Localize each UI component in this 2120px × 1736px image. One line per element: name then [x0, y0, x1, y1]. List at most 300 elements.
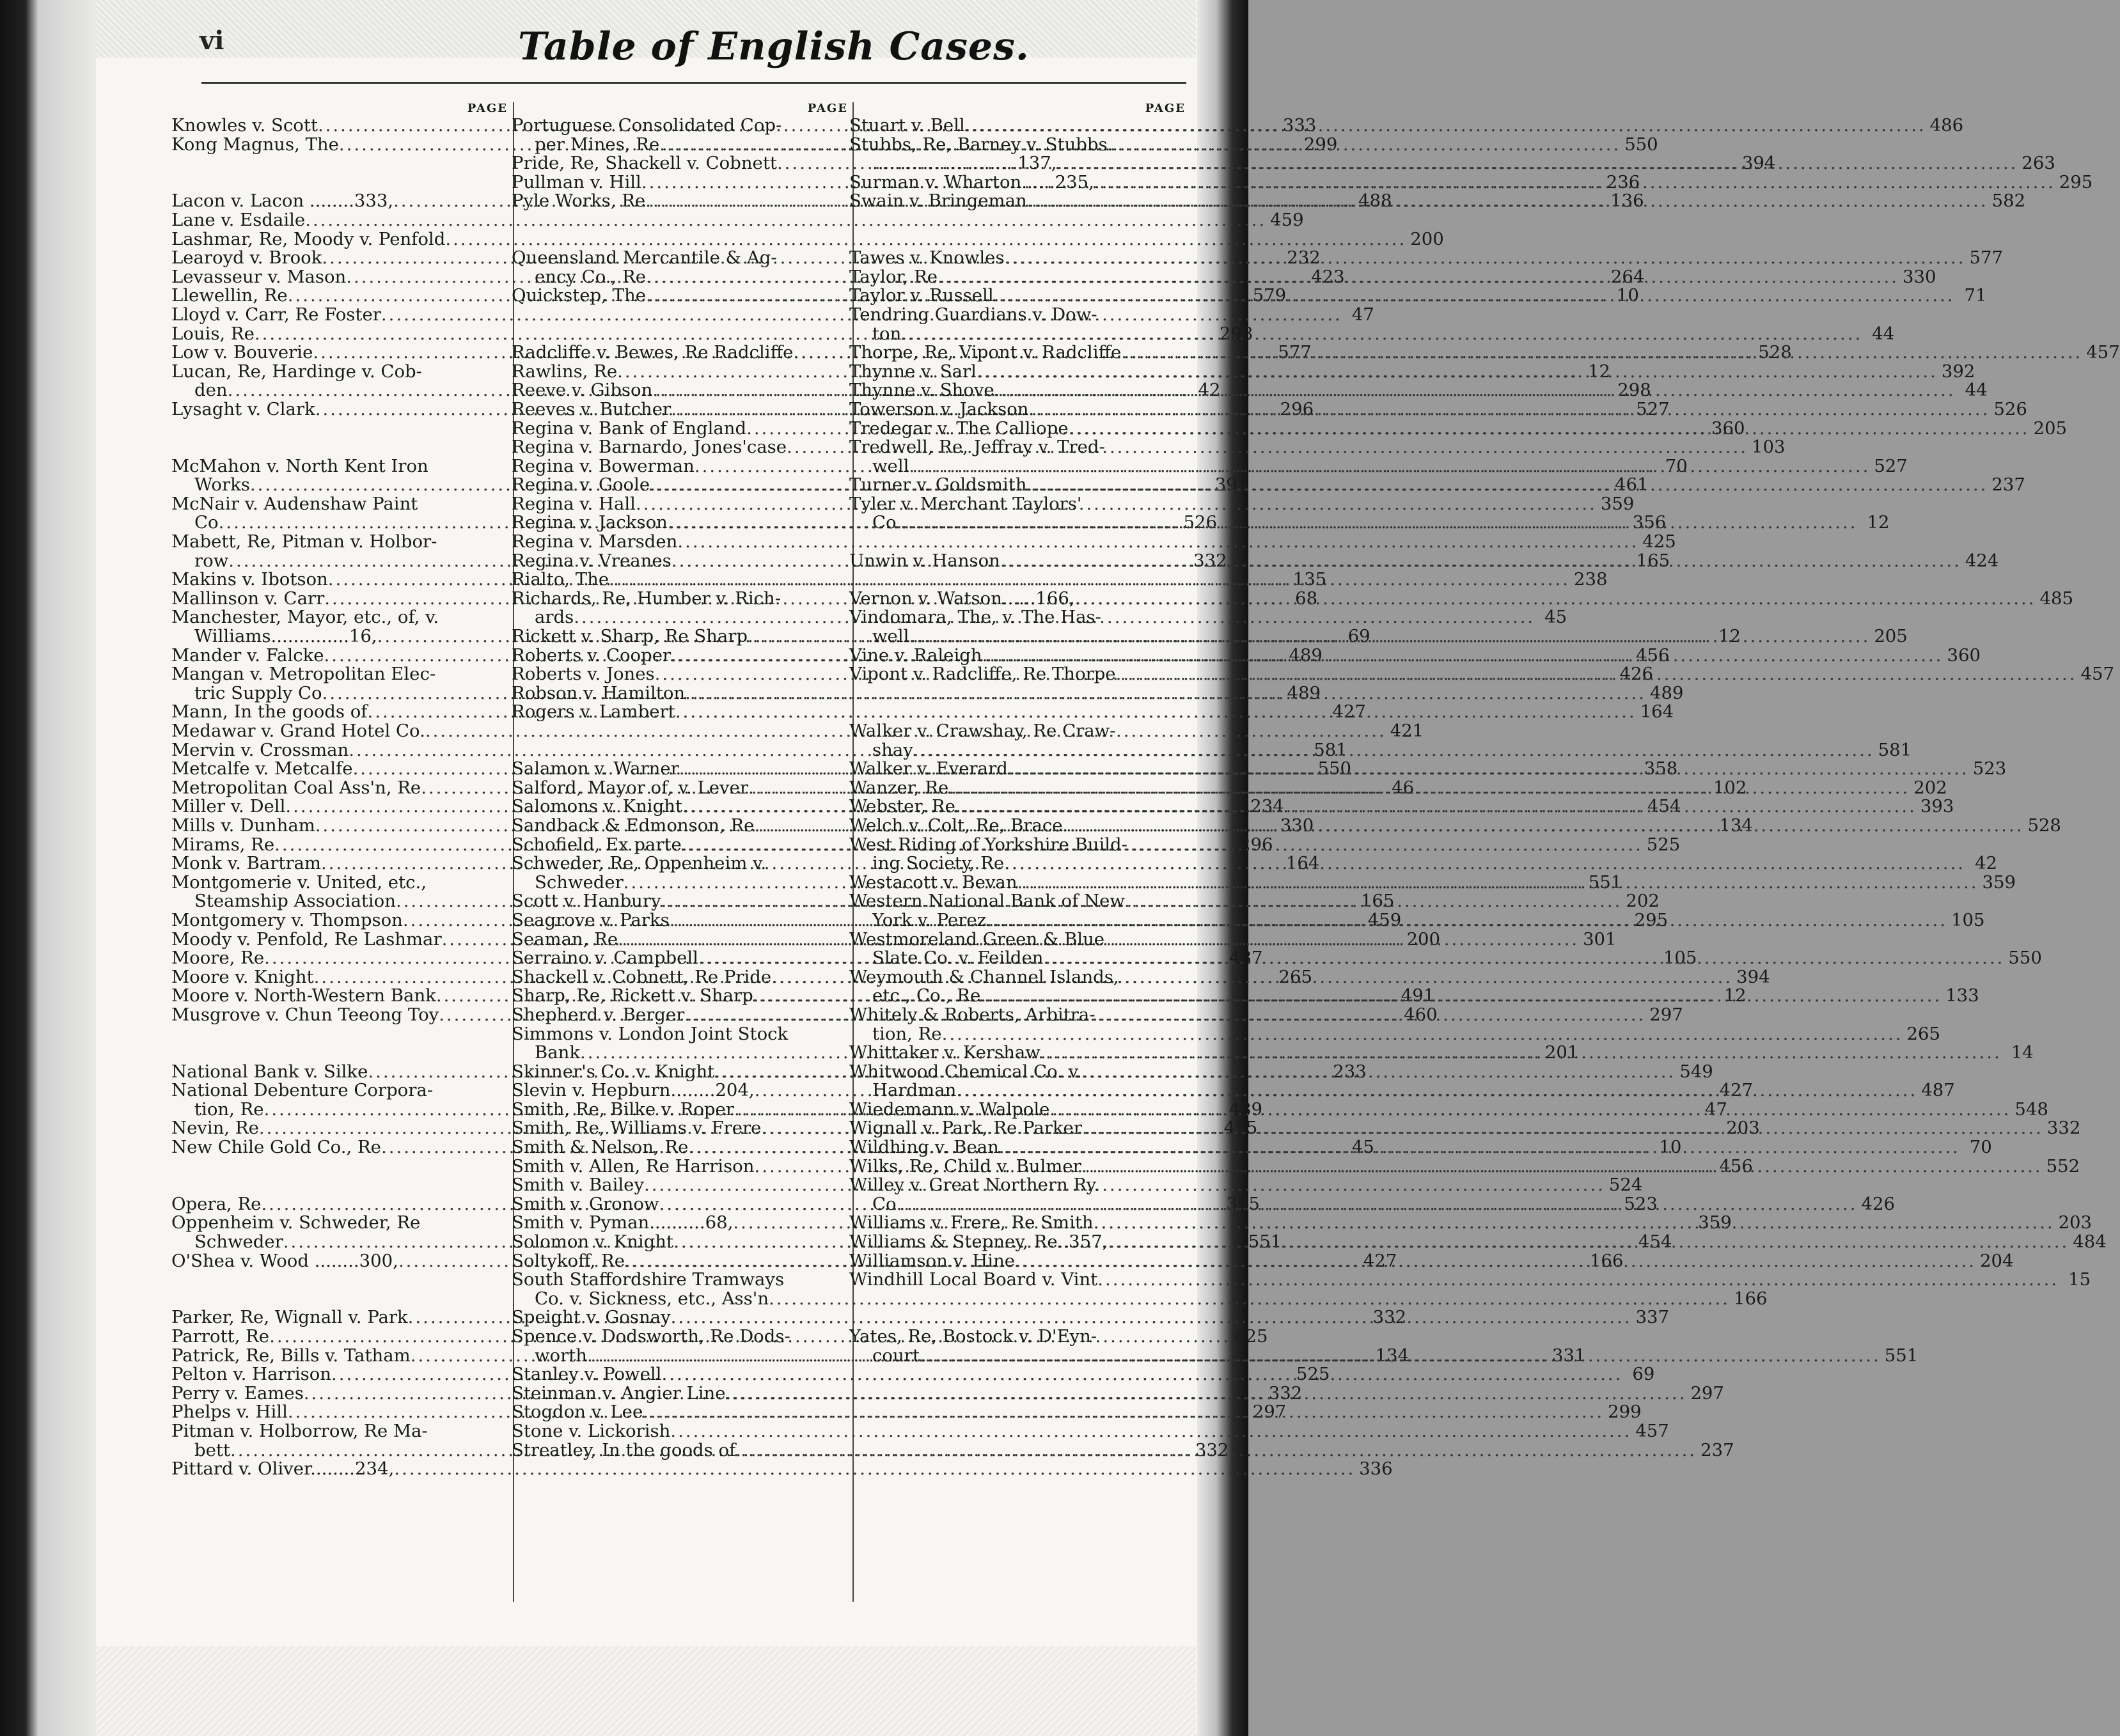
case-name: Hardman	[872, 1080, 957, 1101]
case-name: Salford, Mayor of, v. Lever	[512, 777, 749, 798]
case-name: ing Society, Re	[872, 853, 1005, 874]
case-name: Rawlins, Re	[512, 361, 618, 382]
dot-leader	[909, 457, 1870, 476]
case-name: Co	[194, 512, 219, 533]
dot-leader	[1000, 552, 1961, 571]
page-reference: 551	[1588, 872, 1622, 893]
page-reference: 238	[1574, 569, 1608, 590]
case-name: Spence v. Dodsworth, Re Dods-	[512, 1326, 790, 1347]
case-name: Whittaker v. Kershaw	[849, 1042, 1040, 1063]
dot-leader	[1081, 1157, 2043, 1177]
page-reference: 102	[1713, 777, 1747, 798]
case-name: Co	[872, 512, 897, 533]
page-reference: 487	[1229, 948, 1263, 969]
case-name: Co	[872, 1193, 897, 1214]
case-entry	[512, 854, 851, 873]
dot-leader	[994, 286, 1955, 306]
case-name: Mann, In the goods of	[171, 701, 368, 723]
page-reference: 265	[1906, 1023, 1940, 1044]
case-entry	[849, 136, 1188, 155]
case-name: Tredegar v. The Calliope	[849, 418, 1069, 439]
dot-leader	[920, 1347, 1881, 1366]
case-name: Whitwood Chemical Co. v.	[849, 1061, 1082, 1082]
dot-leader	[942, 1025, 1903, 1044]
page-reference: 12	[1723, 985, 1747, 1006]
dot-leader	[982, 646, 1943, 666]
case-name: Reeves v. Butcher	[512, 398, 671, 419]
case-name: Pitman v. Holborrow, Re Ma-	[171, 1420, 428, 1441]
case-name: Louis, Re	[171, 323, 255, 344]
page-reference: 454	[1647, 796, 1681, 817]
page-reference: 460	[1404, 1004, 1438, 1025]
dot-leader	[670, 1422, 1631, 1441]
page-reference: 263	[2022, 153, 2055, 174]
section-gap	[512, 722, 851, 760]
case-name: Streatley, In the goods of	[512, 1439, 736, 1460]
header-rule	[201, 82, 1186, 84]
case-name: Perry v. Eames	[171, 1382, 304, 1404]
case-name: Towerson v. Jackson	[849, 398, 1029, 419]
case-entry	[171, 363, 510, 382]
dot-leader	[999, 1138, 1960, 1157]
case-name: Taylor, Re	[849, 266, 938, 287]
page-reference: 582	[1991, 191, 2026, 212]
dot-leader	[1027, 476, 1988, 495]
case-name: Rickett v. Sharp, Re Sharp	[512, 626, 748, 647]
case-name: Salamon v. Warner	[512, 758, 679, 779]
page-reference: 299	[1608, 1402, 1642, 1423]
dot-leader	[735, 1441, 1697, 1460]
section-gap	[171, 1157, 510, 1195]
page-reference: 427	[1363, 1250, 1397, 1271]
page-reference: 203	[2058, 1212, 2093, 1233]
case-name: Thynne v. Shove	[849, 380, 994, 401]
page-reference: 12	[1867, 512, 1890, 533]
case-entry	[171, 608, 510, 627]
case-name: Welch v. Colt, Re, Brace	[849, 815, 1063, 836]
case-name: well	[872, 455, 909, 476]
dot-leader	[1004, 854, 1965, 873]
page-reference: 525	[1646, 834, 1681, 855]
case-entry	[171, 1214, 510, 1233]
page-reference: 68	[1295, 588, 1318, 609]
section-gap	[849, 211, 1188, 249]
case-name: Wiedemann v. Walpole	[849, 1099, 1050, 1120]
page-reference: 135	[1292, 569, 1327, 590]
page-reference: 70	[1665, 455, 1688, 476]
dot-leader	[1057, 154, 2018, 173]
page-reference: 42	[1198, 380, 1221, 401]
case-name: Steinman v. Angier Line	[512, 1382, 726, 1404]
page-reference: 394	[1741, 153, 1776, 174]
page-reference: 44	[1872, 323, 1895, 344]
page-reference: 200	[1406, 928, 1441, 950]
page-reference: 44	[1965, 380, 1988, 401]
case-name: Slevin v. Hepburn........204,	[512, 1080, 755, 1101]
case-entry	[512, 1327, 851, 1347]
case-name: Windhill Local Board v. Vint	[849, 1269, 1098, 1290]
case-entry	[849, 1176, 1188, 1195]
case-name: per Mines, Re	[535, 134, 660, 155]
page-reference: 45	[1544, 607, 1567, 628]
page-reference: 166	[1733, 1288, 1768, 1309]
case-name: ards	[535, 607, 574, 628]
page-reference: 359	[1698, 1212, 1732, 1233]
dot-leader	[955, 797, 1917, 817]
page-reference: 454	[1638, 1232, 1672, 1253]
page-reference: 136	[1610, 191, 1644, 212]
case-name: Smith v. Pyman..........68,	[512, 1212, 734, 1233]
page-reference: 46	[1392, 777, 1415, 798]
case-name: Phelps v. Hill	[171, 1402, 288, 1423]
case-entry	[849, 892, 1188, 911]
page-reference: 330	[1902, 266, 1936, 287]
case-entry-continuation	[849, 739, 1912, 760]
case-name: McNair v. Audenshaw Paint	[171, 493, 418, 514]
case-name: Westacott v. Bevan	[849, 872, 1017, 893]
case-name: Mabett, Re, Pitman v. Holbor-	[171, 531, 437, 552]
case-name: Stone v. Lickorish	[512, 1420, 671, 1441]
case-name: Walker v. Everard	[849, 758, 1008, 779]
case-name: Richards, Re, Humber v. Rich-	[512, 588, 781, 609]
case-entry	[512, 590, 851, 609]
case-name: Rialto, The	[512, 569, 609, 590]
page-reference: 486	[1929, 115, 1964, 136]
case-entry	[171, 209, 1304, 230]
page-reference: 295	[1634, 909, 1669, 930]
case-name: Radcliffe v. Bewes, Re Radcliffe	[512, 342, 794, 363]
case-name: Speight v. Gosnay	[512, 1307, 671, 1328]
case-name: Musgrove v. Chun Teeong Toy	[171, 1004, 439, 1025]
page-reference: 551	[1884, 1345, 1919, 1366]
section-gap	[171, 419, 510, 457]
case-name: tion, Re	[872, 1023, 942, 1044]
page-reference: 265	[1278, 966, 1313, 987]
page-reference: 42	[1975, 853, 1998, 874]
page-reference: 234	[1250, 796, 1284, 817]
case-name: Unwin v. Hanson	[849, 550, 1000, 571]
case-entry	[849, 438, 1188, 457]
page-reference: 264	[1610, 266, 1645, 287]
page-column-header: PAGE	[1145, 102, 1186, 115]
section-gap	[512, 211, 851, 249]
case-name: Lloyd v. Carr, Re Foster	[171, 304, 381, 325]
page-reference: 164	[1285, 853, 1320, 874]
case-name: Schweder, Re, Oppenheim v.	[512, 853, 767, 874]
case-name: Regina v. Bank of England	[512, 418, 747, 439]
page-reference: 360	[1947, 645, 1981, 666]
case-entry	[512, 1025, 851, 1044]
case-name: Seagrove v. Parks	[512, 909, 670, 930]
case-name: Regina v. Goole	[512, 474, 650, 496]
page-reference: 14	[2011, 1042, 2034, 1063]
case-name: Moore v. North-Western Bank	[171, 985, 436, 1006]
case-name: Swain v. Bringeman	[849, 191, 1027, 212]
case-name: National Debenture Corpora-	[171, 1080, 434, 1101]
page-reference: 201	[1544, 1042, 1579, 1063]
case-name: Lashmar, Re, Moody v. Penfold	[171, 228, 446, 249]
case-name: Simmons v. London Joint Stock	[512, 1023, 789, 1044]
case-name: Monk v. Bartram	[171, 853, 322, 874]
case-entry	[849, 1327, 1188, 1347]
case-name: Mervin v. Crossman	[171, 739, 349, 760]
page-reference: 332	[2046, 1118, 2081, 1139]
page-reference: 297	[1690, 1382, 1724, 1404]
page-reference: 528	[1758, 342, 1792, 363]
page-reference: 164	[1640, 701, 1674, 723]
page-reference: 297	[1252, 1402, 1287, 1423]
case-name: Stanley v. Powell	[512, 1364, 662, 1385]
page-reference: 489	[1287, 682, 1321, 703]
case-name: Shepherd v. Berger	[512, 1004, 685, 1025]
case-name: Regina v. Jackson	[512, 512, 668, 533]
case-entry	[849, 968, 1188, 987]
page-reference: 577	[1969, 247, 2003, 269]
case-name: Slate Co. v. Feilden	[872, 948, 1044, 969]
page-reference: 424	[1965, 550, 1999, 571]
page-reference: 71	[1964, 285, 1987, 306]
case-name: Mander v. Falcke	[171, 645, 324, 666]
dot-leader	[994, 381, 1956, 400]
case-name: Metcalfe v. Metcalfe	[171, 758, 353, 779]
dot-leader	[726, 1384, 1687, 1404]
page-reference: 205	[2033, 418, 2068, 439]
page-reference: 524	[1608, 1175, 1643, 1196]
case-name: Vine v. Raleigh	[849, 645, 982, 666]
page-reference: 427	[1719, 1080, 1754, 1101]
case-name: Patrick, Re, Bills v. Tatham	[171, 1345, 411, 1366]
page-reference: 202	[1626, 891, 1660, 912]
case-entry	[512, 682, 1684, 703]
case-name: Serraino v. Campbell	[512, 948, 698, 969]
page-reference: 165	[1636, 550, 1670, 571]
case-name: Skinner's Co. v. Knight	[512, 1061, 715, 1082]
dot-leader	[661, 1365, 1622, 1384]
case-name: Mirams, Re	[171, 834, 275, 855]
dot-leader	[1043, 949, 2004, 968]
case-name: Opera, Re	[171, 1193, 262, 1214]
page-reference: 577	[1278, 342, 1312, 363]
dot-leader	[394, 1460, 1355, 1479]
page-reference: 457	[2086, 342, 2120, 363]
case-name: Whitely & Roberts, Arbitra-	[849, 1004, 1095, 1025]
case-entry	[171, 228, 1444, 249]
page-reference: 552	[2046, 1155, 2080, 1177]
case-name: Wilks, Re, Child v. Bulmer	[849, 1155, 1081, 1177]
page-reference: 421	[1390, 721, 1424, 741]
case-name: Kong Magnus, The	[171, 134, 339, 155]
case-name: Smith, Re, Bilke v. Roper	[512, 1099, 734, 1120]
dot-leader	[909, 627, 1870, 646]
case-name: court	[872, 1345, 920, 1366]
page-reference: 45	[1351, 1137, 1374, 1158]
case-name: Mangan v. Metropolitan Elec-	[171, 664, 436, 685]
case-name: Robson v. Hamilton	[512, 682, 686, 703]
dot-leader	[1040, 1044, 2002, 1063]
page-reference: 232	[1287, 247, 1321, 269]
case-name: Nevin, Re	[171, 1118, 259, 1139]
page-reference: 205	[1874, 626, 1908, 647]
case-name: Wignall v. Park, Re Parker	[849, 1118, 1082, 1139]
case-name: Moody v. Penfold, Re Lashmar	[171, 928, 442, 950]
page-reference: 423	[1311, 266, 1345, 287]
case-name: Walker v. Crawshay, Re Craw-	[849, 721, 1116, 741]
case-name: Sharp, Re, Rickett v. Sharp	[512, 985, 753, 1006]
case-name: Knowles v. Scott	[171, 115, 318, 136]
page-reference: 237	[1991, 474, 2025, 496]
section-gap	[849, 533, 1188, 552]
page-reference: 297	[1649, 1004, 1683, 1025]
page-reference: 491	[1401, 985, 1435, 1006]
page-reference: 489	[1650, 682, 1684, 703]
case-entry	[171, 495, 510, 514]
page-reference: 133	[1945, 985, 1979, 1006]
dot-leader	[901, 325, 1862, 344]
section-gap	[171, 1271, 510, 1308]
case-name: Regina v. Barnardo, Jones'case	[512, 437, 787, 458]
case-name: Mallinson v. Carr	[171, 588, 325, 609]
page-reference: 47	[1351, 304, 1374, 325]
case-name: Wanzer, Re	[849, 777, 949, 798]
page-reference: 459	[1270, 209, 1304, 230]
page-reference: 237	[1700, 1439, 1734, 1460]
page-reference: 166	[1589, 1250, 1624, 1271]
page-reference: 105	[1951, 909, 1985, 930]
case-entry	[512, 531, 1676, 552]
case-name: Low v. Bouverie	[171, 342, 313, 363]
case-name: Soltykoff, Re	[512, 1250, 625, 1271]
page-reference: 457	[1635, 1420, 1669, 1441]
case-name: Smith v. Gronow	[512, 1193, 659, 1214]
page-reference: 105	[1663, 948, 1697, 969]
page-reference: 202	[1913, 777, 1947, 798]
case-name: Llewellin, Re	[171, 285, 288, 306]
page-reference: 356	[1632, 512, 1667, 533]
page-reference: 550	[1317, 758, 1351, 779]
case-name: Scott v. Hanbury	[512, 891, 661, 912]
page-reference: 526	[1993, 398, 2027, 419]
scan-noise-bottom	[96, 1646, 1196, 1736]
dot-leader	[1075, 590, 2036, 609]
case-name: Turner v. Goldsmith	[849, 474, 1027, 496]
case-name: ton	[872, 323, 902, 344]
page-reference: 427	[1332, 701, 1366, 723]
case-name: Sandback & Edmonson, Re	[512, 815, 755, 836]
case-name: Roberts v. Cooper	[512, 645, 671, 666]
case-name: bett	[194, 1439, 230, 1460]
page-reference: 10	[1659, 1137, 1682, 1158]
case-name: Yates, Re, Bostock v. D'Eyn-	[849, 1326, 1097, 1347]
page-reference: 332	[1195, 1439, 1229, 1460]
case-name: ency Co., Re	[535, 266, 646, 287]
case-name: Smith v. Allen, Re Harrison	[512, 1155, 755, 1177]
page-reference: 581	[1314, 739, 1347, 760]
case-entry	[849, 722, 1188, 741]
dot-leader	[1049, 1100, 2011, 1120]
page-reference: 337	[1635, 1307, 1670, 1328]
dot-leader	[1082, 1119, 2043, 1138]
case-name: Solomon v. Knight	[512, 1232, 674, 1253]
case-name: row	[194, 550, 229, 571]
page-reference: 426	[1619, 664, 1654, 685]
case-entry	[171, 1458, 1393, 1480]
case-name: Works	[194, 474, 250, 496]
dot-leader	[956, 1081, 1917, 1100]
case-entry	[171, 457, 510, 476]
page-reference: 551	[1248, 1232, 1282, 1253]
case-name: Lacon v. Lacon ........333,	[171, 191, 394, 212]
case-name: Roberts v. Jones	[512, 664, 655, 685]
page-reference: 527	[1874, 455, 1908, 476]
case-entry	[171, 1422, 510, 1441]
case-entry	[171, 873, 510, 893]
section-gap	[849, 570, 1188, 590]
page-reference: 12	[1718, 626, 1741, 647]
case-name: etc., Co., Re	[872, 985, 981, 1006]
case-name: Vindomara, The, v. The Has-	[849, 607, 1101, 628]
case-name: Regina v. Bowerman	[512, 455, 695, 476]
page-reference: 69	[1632, 1364, 1655, 1385]
dot-leader	[1017, 873, 1979, 893]
page-reference: 358	[1644, 758, 1678, 779]
dot-leader	[1108, 1233, 2069, 1252]
page-reference: 331	[1551, 1345, 1586, 1366]
page-reference: 200	[1410, 228, 1444, 249]
case-name: Salomons v. Knight	[512, 796, 682, 817]
case-entry	[171, 1081, 510, 1100]
case-entry	[171, 665, 510, 684]
case-name: Queensland Mercantile & Ag-	[512, 247, 777, 269]
case-name: Webster, Re	[849, 796, 955, 817]
dot-leader	[1094, 1214, 2055, 1233]
case-entry	[849, 836, 1188, 855]
case-name: Western National Bank of New	[849, 891, 1125, 912]
dot-leader	[897, 1195, 1858, 1214]
page-reference: 392	[1941, 361, 1975, 382]
page-reference: 455	[1223, 1118, 1258, 1139]
page-reference: 299	[1303, 134, 1338, 155]
case-name: Reeve v. Gibson	[512, 380, 653, 401]
dot-leader	[1116, 665, 2077, 684]
dot-leader	[1027, 192, 1988, 211]
case-entry	[849, 608, 1188, 627]
page-reference: 484	[2073, 1232, 2107, 1253]
section-gap	[849, 1290, 1188, 1327]
page-reference: 359	[1600, 493, 1635, 514]
section-gap	[849, 684, 1188, 722]
page-reference: 550	[1624, 134, 1658, 155]
page-reference: 395	[1214, 474, 1249, 496]
case-name: ..........................137,	[872, 153, 1057, 174]
page-column-header: PAGE	[467, 102, 508, 115]
case-name: South Staffordshire Tramways	[512, 1269, 785, 1290]
case-entry	[512, 249, 851, 268]
page-reference: 550	[2008, 948, 2042, 969]
section-gap	[171, 1025, 510, 1063]
dot-leader	[1015, 1252, 1976, 1271]
case-name: Smith, Re, Williams v. Frere	[512, 1118, 762, 1139]
case-name: Shackell v. Cobnett, Re Pride	[512, 966, 772, 987]
case-name: Quickstep, The	[512, 285, 646, 306]
case-name: Mills v. Dunham	[171, 815, 315, 836]
page-reference: 70	[1969, 1137, 1992, 1158]
case-name: Oppenheim v. Schweder, Re	[171, 1212, 421, 1233]
dot-leader	[1121, 343, 2082, 363]
page-reference: 425	[1642, 531, 1676, 552]
case-name: Montgomery v. Thompson	[171, 909, 403, 930]
case-name: Vipont v. Radcliffe, Re Thorpe	[849, 664, 1116, 685]
case-name: Pittard v. Oliver........234,	[171, 1458, 395, 1480]
